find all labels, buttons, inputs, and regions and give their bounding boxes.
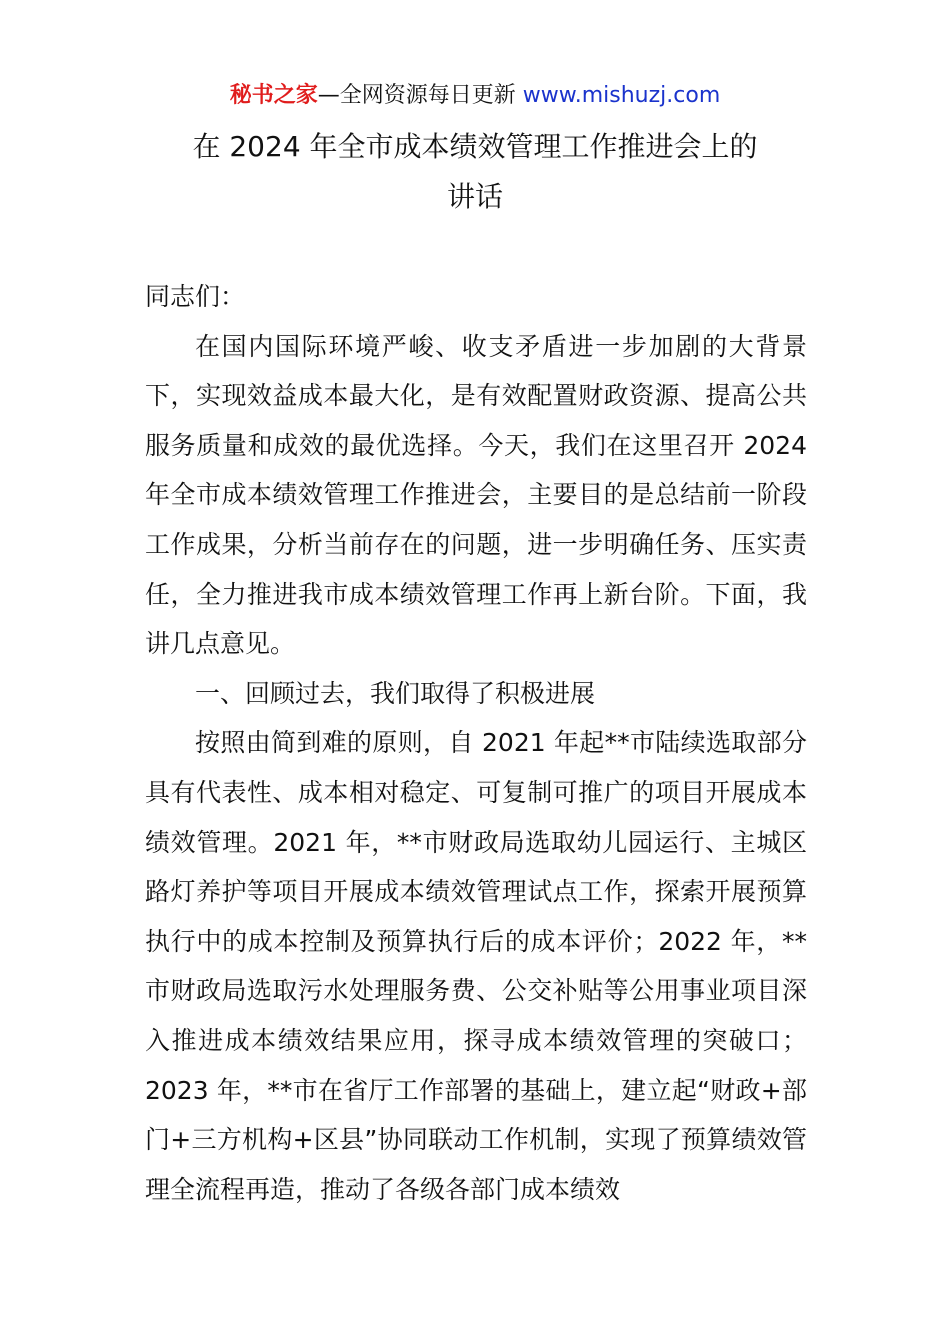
site-header (0, 80, 950, 112)
site-url-link[interactable]: www.mishuzj.com (522, 83, 721, 108)
title-line-1: 在 2024 年全市成本绩效管理工作推进会上的 (192, 130, 758, 163)
title-line-2: 讲话 (446, 180, 503, 213)
document-body (145, 272, 807, 1214)
brand-name: 秘书之家 (229, 83, 318, 108)
salutation: 同志们： (145, 282, 246, 311)
paragraph-review: 按照由简到难的原则，自 2021 年起**市陆续选取部分具有代表性、成本相对稳定、可复制可推广的项目开展成本绩效管理。2021 年，**市财政局选取幼儿园运行、主城区路灯养护等项目开展成本绩效管理试点工作，探索开展预算执行中的成本控制及预算执行后的成本评价；2022 年，**市财政局选取污水处理服务费、公交补贴等公用事业项目深入推进成本绩效结果应用，探寻成本绩效管理的突破口；2023 年，**市在省厅工作部署的基础上，建立起“财政+部门+三方机构+区县”协同联动工作机制，实现了预算绩效管理全流程再造，推动了各级各部门成本绩效 (145, 728, 807, 1204)
header-tagline: —全网资源每日更新 (317, 83, 516, 108)
paragraph-intro: 在国内国际环境严峻、收支矛盾进一步加剧的大背景下，实现效益成本最大化，是有效配置财政资源、提高公共服务质量和成效的最优选择。今天，我们在这里召开 2024 年全市成本绩效管理工作推进会，主要目的是总结前一阶段工作成果，分析当前存在的问题，进一步明确任务、压实责任，全力推进我市成本绩效管理工作再上新台阶。下面，我讲几点意见。 (145, 331, 807, 659)
section-heading-1: 一、回顾过去，我们取得了积极进展 (195, 678, 596, 708)
document-title (145, 122, 805, 222)
